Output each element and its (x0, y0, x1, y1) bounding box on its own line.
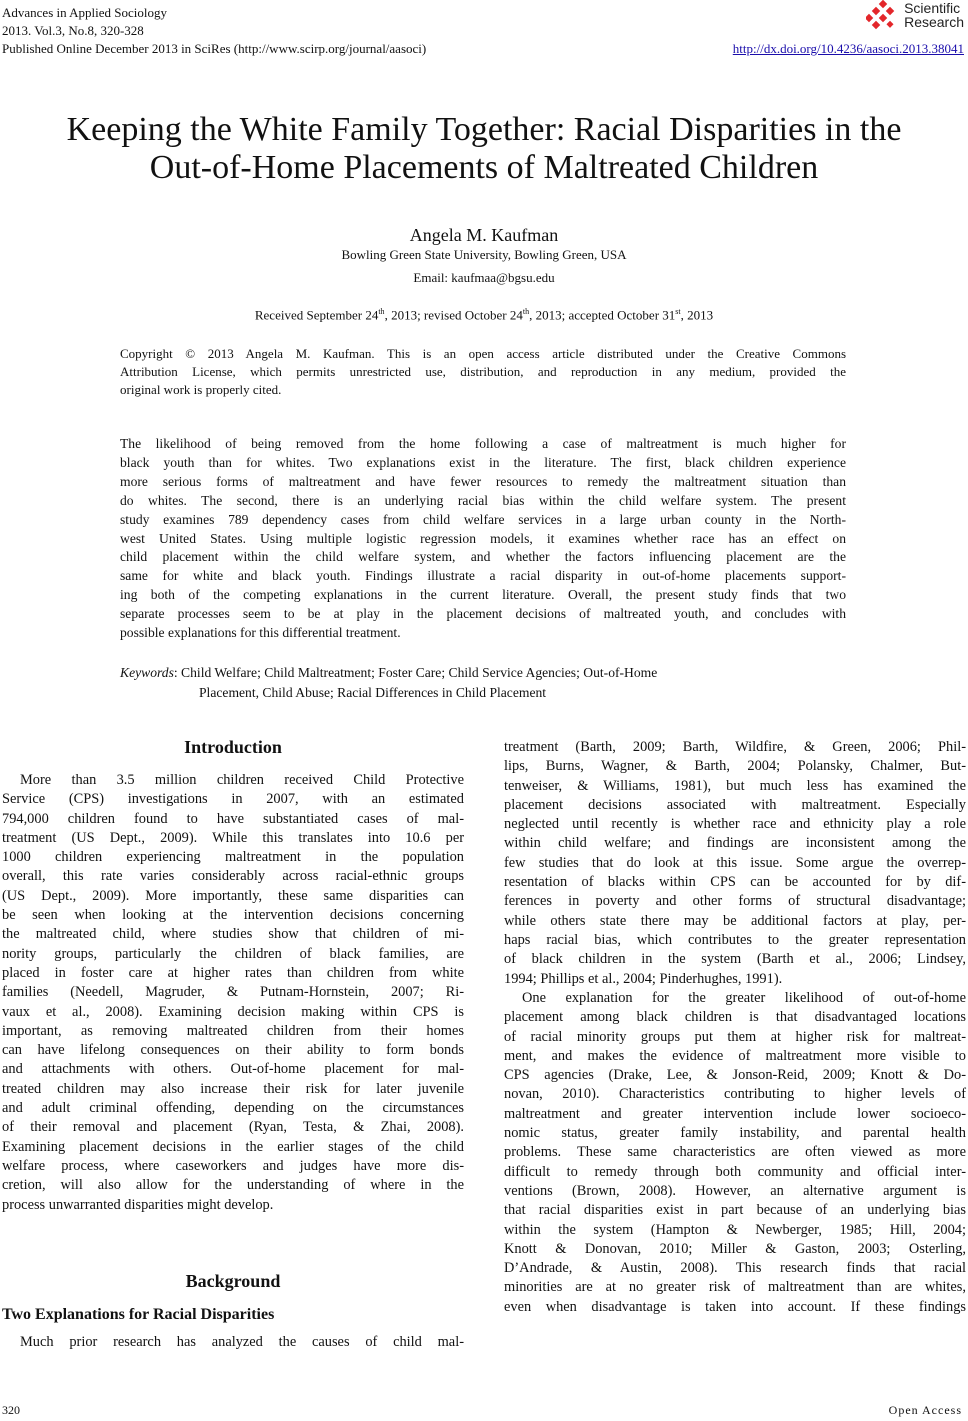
text-line: problems. These same characteristics are often viewed as more (504, 1144, 966, 1161)
text-line: of their removal and placement (Ryan, Testa, & Zhai, 2008). (2, 1119, 464, 1136)
journal-name: Advances in Applied Sociology (2, 5, 168, 20)
text-line: process unwarranted disparities might develop. (2, 1196, 274, 1213)
text-line: placement decisions associated with maltreatment. Especially (504, 796, 966, 813)
text-line: Examining placement decisions in the earlier stages of the child (2, 1138, 464, 1155)
text-line: child placement within the child welfare system, and whether the factors influencing placement are the (120, 549, 846, 565)
title-line: Out-of-Home Placements of Maltreated Children (149, 149, 819, 186)
text-line: 1000 children experiencing maltreatment in the population (2, 849, 464, 866)
text-line: placed in foster care at higher rates than children from white (2, 964, 464, 981)
text-line: of racial minority groups put them at higher risk for maltreat- (504, 1028, 966, 1045)
open-access-label: Open Access (888, 1403, 962, 1417)
section-introduction: Introduction (184, 737, 282, 757)
paper-title (0, 111, 968, 187)
text-line: nority groups, particularly the children of black families, are (2, 945, 464, 962)
text-line: while others state there may be additional factors at play, per- (504, 912, 966, 929)
text-line: minorities are at no greater risk of maltreatment than are whites, (504, 1279, 966, 1296)
text-line: novan, 2010). Characteristics contributing to higher levels of (504, 1086, 966, 1103)
text-line: lips, Burns, Wagner, & Barth, 2004; Polansky, Chalmer, But- (504, 758, 966, 775)
text-line: important, as removing maltreated children from their homes (2, 1022, 464, 1039)
text-line: more serious forms of maltreatment and have fewer resources to remedy the maltreatment situation than (120, 473, 846, 489)
author: Angela M. Kaufman (409, 225, 559, 245)
background-paragraph (2, 1333, 464, 1352)
text-line: black youth than for whites. Two explanations exist in the literature. The first, black children experience (120, 454, 846, 470)
text-line: be seen when looking at the intervention decisions concerning (2, 907, 464, 924)
text-line: study examines 789 dependency cases from child welfare services in a large urban county in the North- (120, 511, 846, 527)
keywords-label: Keywords (120, 665, 174, 680)
text-line: Attribution License, which permits unrestricted use, distribution, and reproduction in any medium, provided the (120, 364, 846, 379)
text-line: maltreatment and greater intervention include lower socioeco- (504, 1105, 966, 1122)
text-line: cretion, will also allow for the understanding of where in the (2, 1177, 464, 1194)
text-line: west United States. Using multiple logistic regression models, it examines whether race has an effect on (120, 530, 846, 546)
abstract (120, 435, 846, 643)
text-line: even when disadvantage is taken into account. If these findings (504, 1298, 966, 1315)
text-line: overall, this rate varies considerably across racial-ethnic groups (2, 868, 464, 885)
text-line: treatment (US Dept., 2009). While this translates into 10.6 per (2, 829, 464, 846)
text-line: More than 3.5 million children received Child Protective (20, 772, 464, 788)
scientific-research-logo (866, 0, 964, 30)
text-line: (US Dept., 2009). More importantly, these same disparities can (2, 887, 464, 904)
copyright (120, 345, 846, 399)
text-line: of black children in the system (Barth et al., 2006; Lindsey, (504, 951, 966, 968)
text-line: few studies that do look at this issue. Some argue the overrep- (504, 854, 966, 871)
text-line: CPS agencies (Drake, Lee, & Jonson-Reid, 2009; Knott & Do- (504, 1067, 966, 1084)
text-line: The likelihood of being removed from the home following a case of maltreatment is much higher for (120, 436, 846, 451)
text-line: Copyright © 2013 Angela M. Kaufman. This is an open access article distributed under the Creative Commons (120, 346, 846, 361)
text-line: placement among black children is that disadvantaged locations (504, 1009, 966, 1026)
right-paragraph-2 (504, 989, 966, 1317)
journal-volume: 2013. Vol.3, No.8, 320-328 (2, 23, 144, 38)
text-line: D’Andrade, & Austin, 2008). This research finds that racial (504, 1260, 966, 1277)
text-line: ing both of the competing explanations in the current literature. Overall, the present study finds that two (120, 587, 846, 603)
keywords: Keywords: Child Welfare; Child Maltreatment; Foster Care; Child Service Agencies; Out-of-Home Placement, Child Abuse; Racial Differences in Child Placement (120, 665, 658, 700)
text-line: resentation of blacks within CPS can be accounted for by dif- (504, 874, 966, 891)
text-line: vaux et al., 2008). Examining decision making within CPS is (2, 1003, 464, 1020)
diamond-logo-icon (866, 0, 900, 30)
logo-text: Scientific (904, 0, 961, 16)
text-line: difficult to remedy through both community and official inter- (504, 1163, 966, 1180)
text-line: original work is properly cited. (120, 382, 282, 397)
text-line: within the system (Hampton & Newberger, 1985; Hill, 2004; (504, 1221, 966, 1238)
introduction-paragraph (2, 771, 464, 1215)
text-line: haps racial bias, which contributes to the greater representation (504, 931, 966, 948)
text-line: separate processes seem to be at play in the placement decisions of maltreated youth, and concludes with (120, 606, 846, 622)
text-line: neglected until recently is whether race and ethnicity play a role (504, 816, 966, 833)
page-number: 320 (2, 1403, 20, 1417)
text-line: can have lifelong consequences on their ability to form bonds (2, 1042, 464, 1059)
text-line: Knott & Donovan, 2010; Miller & Gaston, 2003; Osterling, (504, 1240, 966, 1257)
text-line: 1994; Phillips et al., 2004; Pinderhughes, 1991). (504, 970, 783, 987)
text-line: and adult criminal offending, depending on the circumstances (2, 1100, 464, 1117)
text-line: nomic status, greater family instability, and parental health (504, 1125, 966, 1142)
text-line: families (Needell, Magruder, & Putnam-Hornstein, 2007; Ri- (2, 984, 464, 1001)
text-line: Service (CPS) investigations in 2007, with an estimated (2, 791, 464, 808)
text-line: do whites. The second, there is an underlying racial bias within the child welfare system. The present (120, 492, 846, 508)
publication-info: Published Online December 2013 in SciRes (http://www.scirp.org/journal/aasoci) (2, 41, 427, 56)
right-paragraph-1 (504, 738, 966, 989)
text-line: and attachments with others. Out-of-home placement for mal- (2, 1061, 464, 1078)
text-line: ferences in poverty and other forms of structural disadvantage; (504, 893, 966, 910)
text-line: tenweiser, & Williams, 1981), but much less has examined the (504, 777, 966, 794)
text-line: within child welfare; and findings are inconsistent among the (504, 835, 966, 852)
doi-link[interactable]: http://dx.doi.org/10.4236/aasoci.2013.38041 (732, 41, 964, 56)
text-line: One explanation for the greater likelihood of out-of-home (522, 990, 966, 1006)
affiliation: Bowling Green State University, Bowling Green, USA (341, 247, 627, 262)
section-background: Background (185, 1271, 281, 1291)
text-line: same for white and black youth. Findings illustrate a racial disparity in out-of-home placements support- (120, 568, 846, 584)
logo-text: Research (904, 14, 964, 30)
email: Email: kaufmaa@bgsu.edu (413, 270, 555, 285)
title-line: Keeping the White Family Together: Racial Disparities in the (66, 111, 902, 148)
text-line: the maltreated child, where studies show that children of mi- (2, 926, 464, 943)
text-line: possible explanations for this differential treatment. (120, 625, 401, 641)
text-line: welfare process, where caseworkers and judges have more dis- (2, 1157, 464, 1174)
subsection-heading: Two Explanations for Racial Disparities (2, 1306, 275, 1323)
text-line: treated children may also increase their risk for later juvenile (2, 1080, 464, 1097)
received-dates: Received September 24th, 2013; revised October 24th, 2013; accepted October 31st, 2013 (254, 307, 714, 323)
text-line: Much prior research has analyzed the causes of child mal- (20, 1334, 464, 1350)
text-line: ventions (Brown, 2008). However, an alternative argument is (504, 1182, 966, 1199)
text-line: ment, and makes the evidence of maltreatment more visible to (504, 1047, 966, 1064)
text-line: 794,000 children found to have substantiated cases of mal- (2, 810, 464, 827)
text-line: that racial disparities exist in part because of an underlying bias (504, 1202, 966, 1219)
text-line: treatment (Barth, 2009; Barth, Wildfire, & Green, 2006; Phil- (504, 739, 966, 755)
